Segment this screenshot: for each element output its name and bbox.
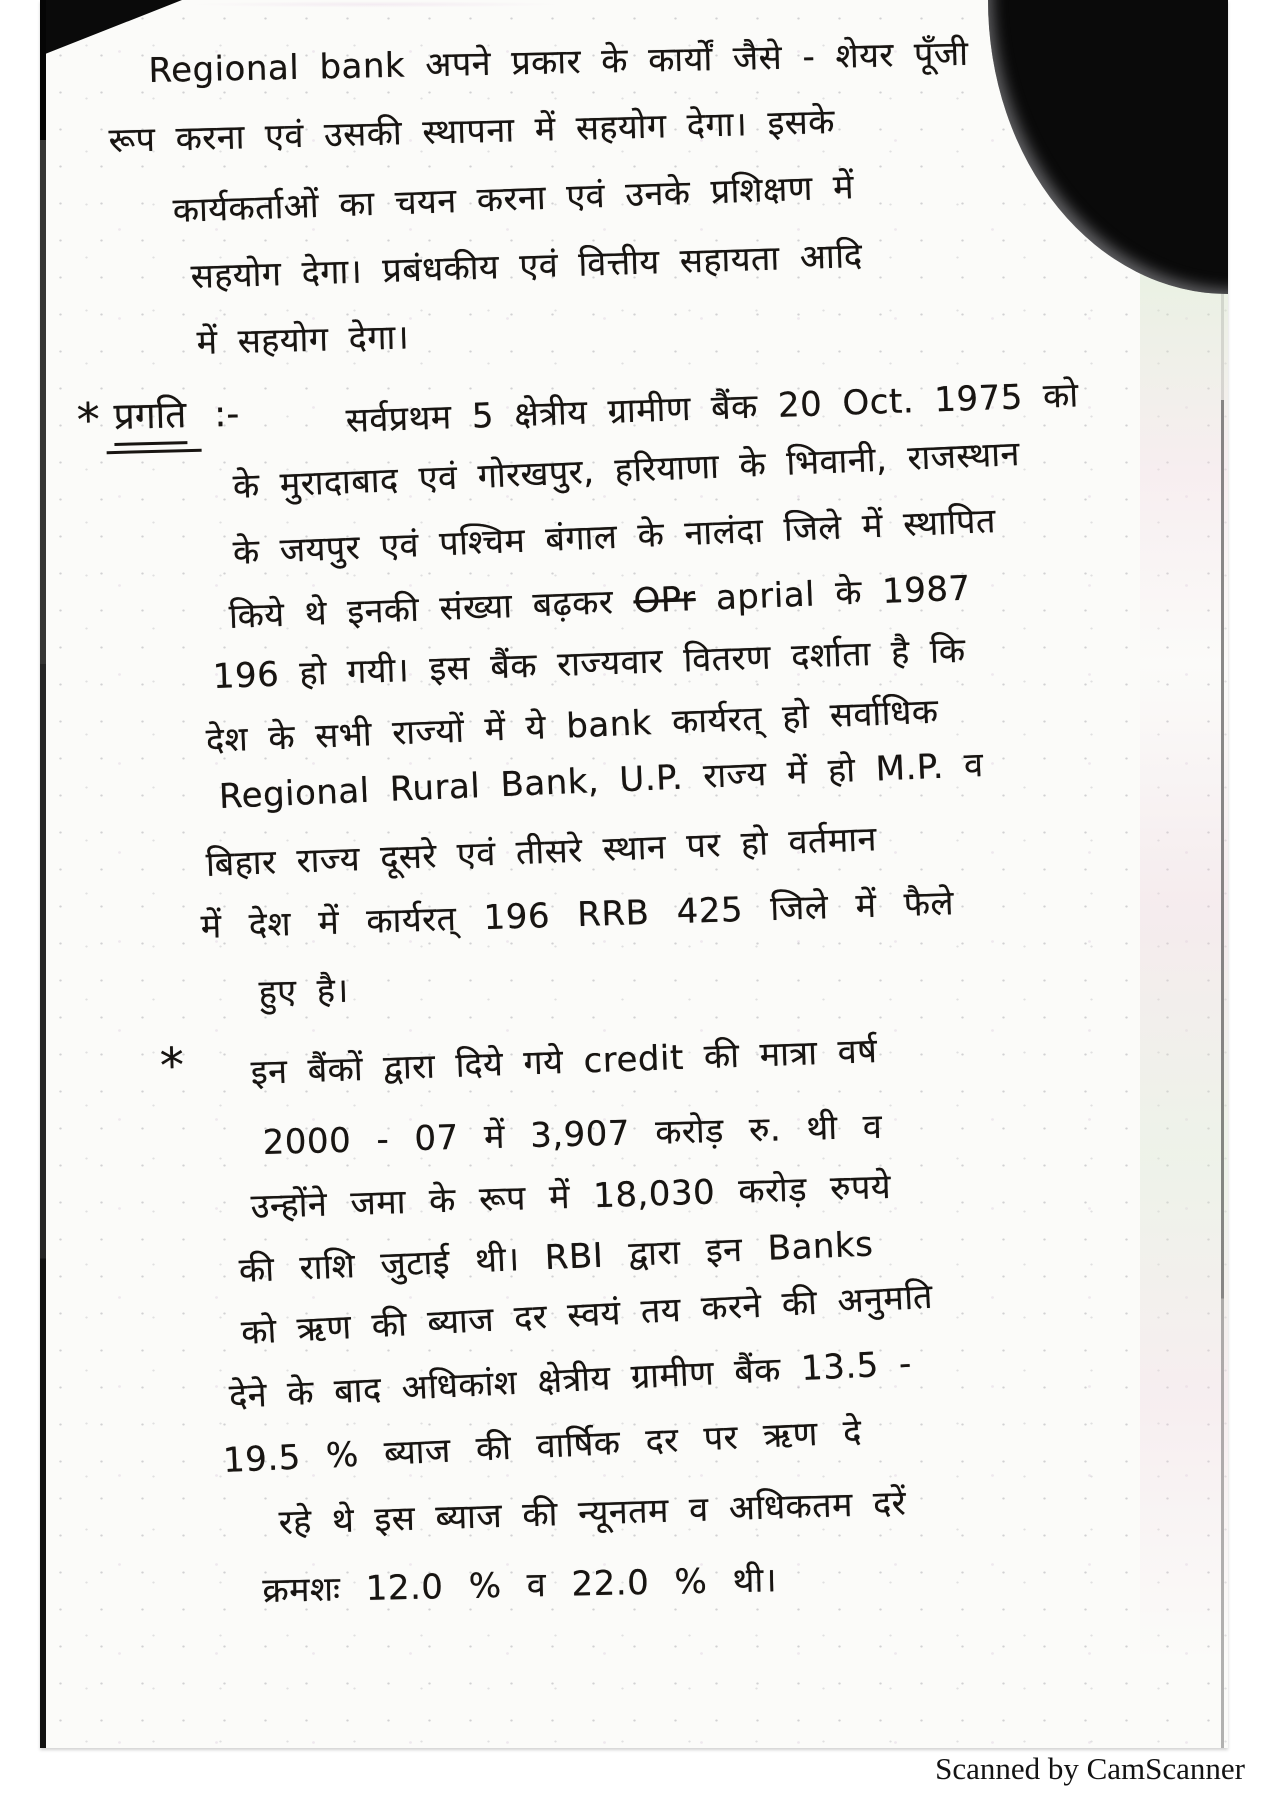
handwritten-line: Regional Rural Bank, U.P. राज्य में हो M.P. व xyxy=(218,744,985,817)
handwritten-line: कार्यकर्ताओं का चयन करना एवं उनके प्रशिक्षण में xyxy=(172,167,855,231)
handwritten-line: को ऋण की ब्याज दर स्वयं तय करने की अनुमति xyxy=(240,1276,934,1353)
section-heading xyxy=(76,386,240,447)
handwritten-line: क्रमशः 12.0 % व 22.0 % थी। xyxy=(262,1560,778,1611)
handwritten-line: Regional bank अपने प्रकार के कार्यों जैसे - शेयर पूँजी xyxy=(148,33,969,91)
handwritten-line: बिहार राज्य दूसरे एवं तीसरे स्थान पर हो वर्तमान xyxy=(205,819,878,885)
handwritten-line: देश के सभी राज्यों में ये bank कार्यरत् हो सर्वाधिक xyxy=(205,691,940,761)
handwritten-line: रूप करना एवं उसकी स्थापना में सहयोग देगा। इसके xyxy=(108,101,836,161)
handwritten-line: उन्होंने जमा के रूप में 18,030 करोड़ रुपये xyxy=(250,1166,892,1227)
handwritten-line: हुए है। xyxy=(258,970,350,1013)
handwritten-line: 19.5 % ब्याज की वार्षिक दर पर ऋण दे xyxy=(222,1412,863,1481)
handwritten-line: किये थे इनकी संख्या बढ़कर OPr aprial के 1987 xyxy=(228,568,972,637)
scanned-page xyxy=(40,0,1228,1748)
handwritten-line: देने के बाद अधिकांश क्षेत्रीय ग्रामीण बैंक 13.5 - xyxy=(228,1343,913,1417)
handwritten-line: सहयोग देगा। प्रबंधकीय एवं वित्तीय सहायता आदि xyxy=(190,235,864,297)
handwritten-line: रहे थे इस ब्याज की न्यूनतम व अधिकतम दरें xyxy=(278,1483,907,1543)
handwritten-line: के मुरादाबाद एवं गोरखपुर, हरियाणा के भिवानी, राजस्थान xyxy=(232,434,1021,507)
handwritten-line: में देश में कार्यरत् 196 RRB 425 जिले में फैले xyxy=(200,883,955,947)
heading-title: प्रगति xyxy=(113,393,187,446)
bullet-star: * xyxy=(76,392,101,447)
camscanner-watermark: Scanned by CamScanner xyxy=(935,1751,1245,1786)
page-right-edge xyxy=(1221,250,1224,1748)
handwritten-line: इन बैंकों द्वारा दिये गये credit की मात्रा वर्ष xyxy=(250,1031,878,1093)
handwritten-line: 196 हो गयी। इस बैंक राज्यवार वितरण दर्शाता है कि xyxy=(212,630,967,697)
struck-out-word: OPr xyxy=(632,579,697,622)
scan-left-edge xyxy=(40,0,46,1748)
handwritten-line: में सहयोग देगा। xyxy=(196,317,410,363)
bullet-star: * xyxy=(159,1037,185,1095)
scan-corner-artifact-top-right xyxy=(988,0,1228,294)
handwritten-line: की राशि जुटाई थी। RBI द्वारा इन Banks xyxy=(238,1224,875,1291)
heading-separator: :- xyxy=(213,393,240,436)
handwritten-line: के जयपुर एवं पश्चिम बंगाल के नालंदा जिले में स्थापित xyxy=(232,501,997,573)
handwritten-line: 2000 - 07 में 3,907 करोड़ रु. थी व xyxy=(262,1106,883,1163)
handwritten-line: सर्वप्रथम 5 क्षेत्रीय ग्रामीण बैंक 20 Oct. 1975 को xyxy=(345,375,1080,441)
